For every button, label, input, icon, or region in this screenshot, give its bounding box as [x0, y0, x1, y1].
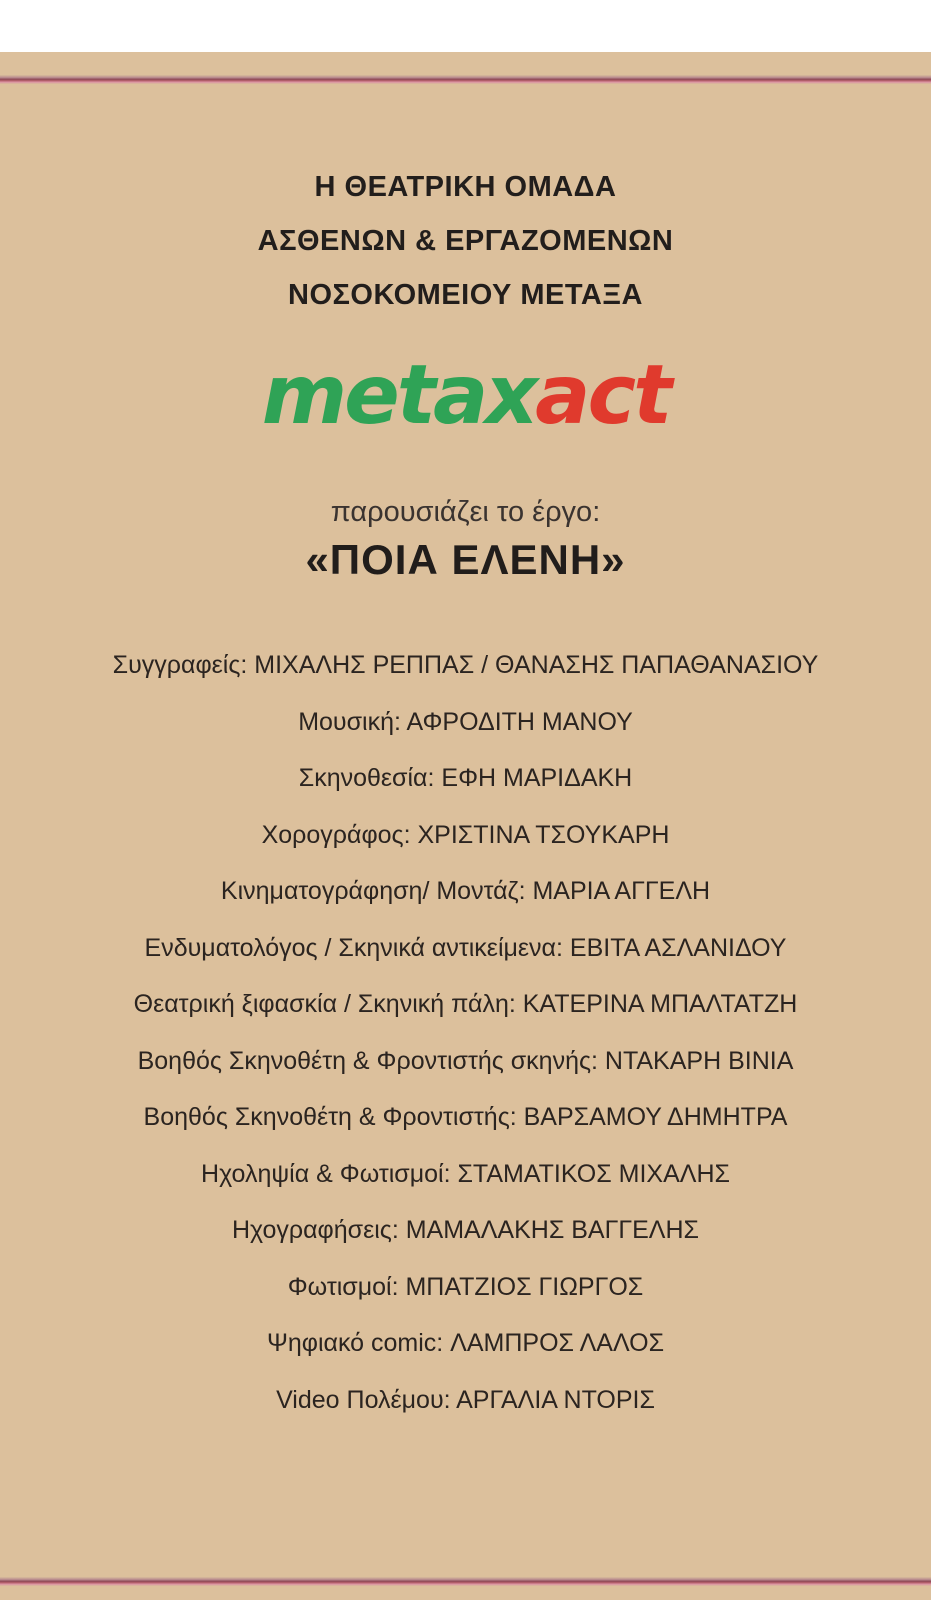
top-divider-line: [0, 75, 931, 84]
credit-line: Ηχοληψία & Φωτισμοί: ΣΤΑΜΑΤΙΚΟΣ ΜΙΧΑΛΗΣ: [201, 1159, 730, 1188]
credit-line: Βοηθός Σκηνοθέτη & Φροντιστής: ΒΑΡΣΑΜΟΥ ΔΗΜΗΤΡΑ: [143, 1103, 788, 1131]
logo-text-metax: metax: [261, 348, 536, 443]
credit-line: Βοηθός Σκηνοθέτη & Φροντιστής σκηνής: ΝΤΑΚΑΡΗ ΒΙΝΙΑ: [137, 1046, 794, 1075]
header-line: ΝΟΣΟΚΟΜΕΙΟΥ ΜΕΤΑΞΑ: [288, 279, 643, 311]
header-line: ΑΣΘΕΝΩΝ & ΕΡΓΑΖΟΜΕΝΩΝ: [257, 225, 674, 257]
credit-line: Ενδυματολόγος / Σκηνικά αντικείμενα: ΕΒΙΤΑ ΑΣΛΑΝΙΔΟΥ: [144, 933, 787, 962]
logo-text-act: act: [535, 348, 670, 443]
credit-line: Ηχογραφήσεις: ΜΑΜΑΛΑΚΗΣ ΒΑΓΓΕΛΗΣ: [231, 1216, 700, 1244]
header-line: Η ΘΕΑΤΡΙΚΗ ΟΜΑΔΑ: [314, 171, 617, 203]
credit-line: Σκηνοθεσία: ΕΦΗ ΜΑΡΙΔΑΚΗ: [298, 764, 633, 792]
credit-line: Θεατρική ξιφασκία / Σκηνική πάλη: ΚΑΤΕΡΙΝΑ ΜΠΑΛΤΑΤΖΗ: [133, 990, 798, 1018]
credit-line: Φωτισμοί: ΜΠΑΤΖΙΟΣ ΓΙΩΡΓΟΣ: [287, 1272, 644, 1301]
credit-line: Κινηματογράφηση/ Μοντάζ: ΜΑΡΙΑ ΑΓΓΕΛΗ: [220, 877, 711, 905]
bottom-divider-line: [0, 1577, 931, 1586]
credit-line: Ψηφιακό comic: ΛΑΜΠΡΟΣ ΛΑΛΟΣ: [266, 1329, 665, 1357]
credit-line: Video Πολέμου: ΑΡΓΑΛΙΑ ΝΤΟΡΙΣ: [276, 1385, 655, 1414]
credit-line: Συγγραφείς: ΜΙΧΑΛΗΣ ΡΕΠΠΑΣ / ΘΑΝΑΣΗΣ ΠΑΠΑΘΑΝΑΣΙΟΥ: [112, 651, 819, 679]
credit-line: Μουσική: ΑΦΡΟΔΙΤΗ ΜΑΝΟΥ: [298, 707, 633, 736]
play-title: «ΠΟΙΑ ΕΛΕΝΗ»: [305, 536, 626, 583]
credit-line: Χορογράφος: ΧΡΙΣΤΙΝΑ ΤΣΟΥΚΑΡΗ: [261, 820, 670, 849]
presents-line: παρουσιάζει το έργο:: [330, 496, 601, 528]
theater-group-header: [0, 160, 931, 322]
metaxact-logo: [0, 348, 931, 444]
credits-list: [0, 637, 931, 1428]
